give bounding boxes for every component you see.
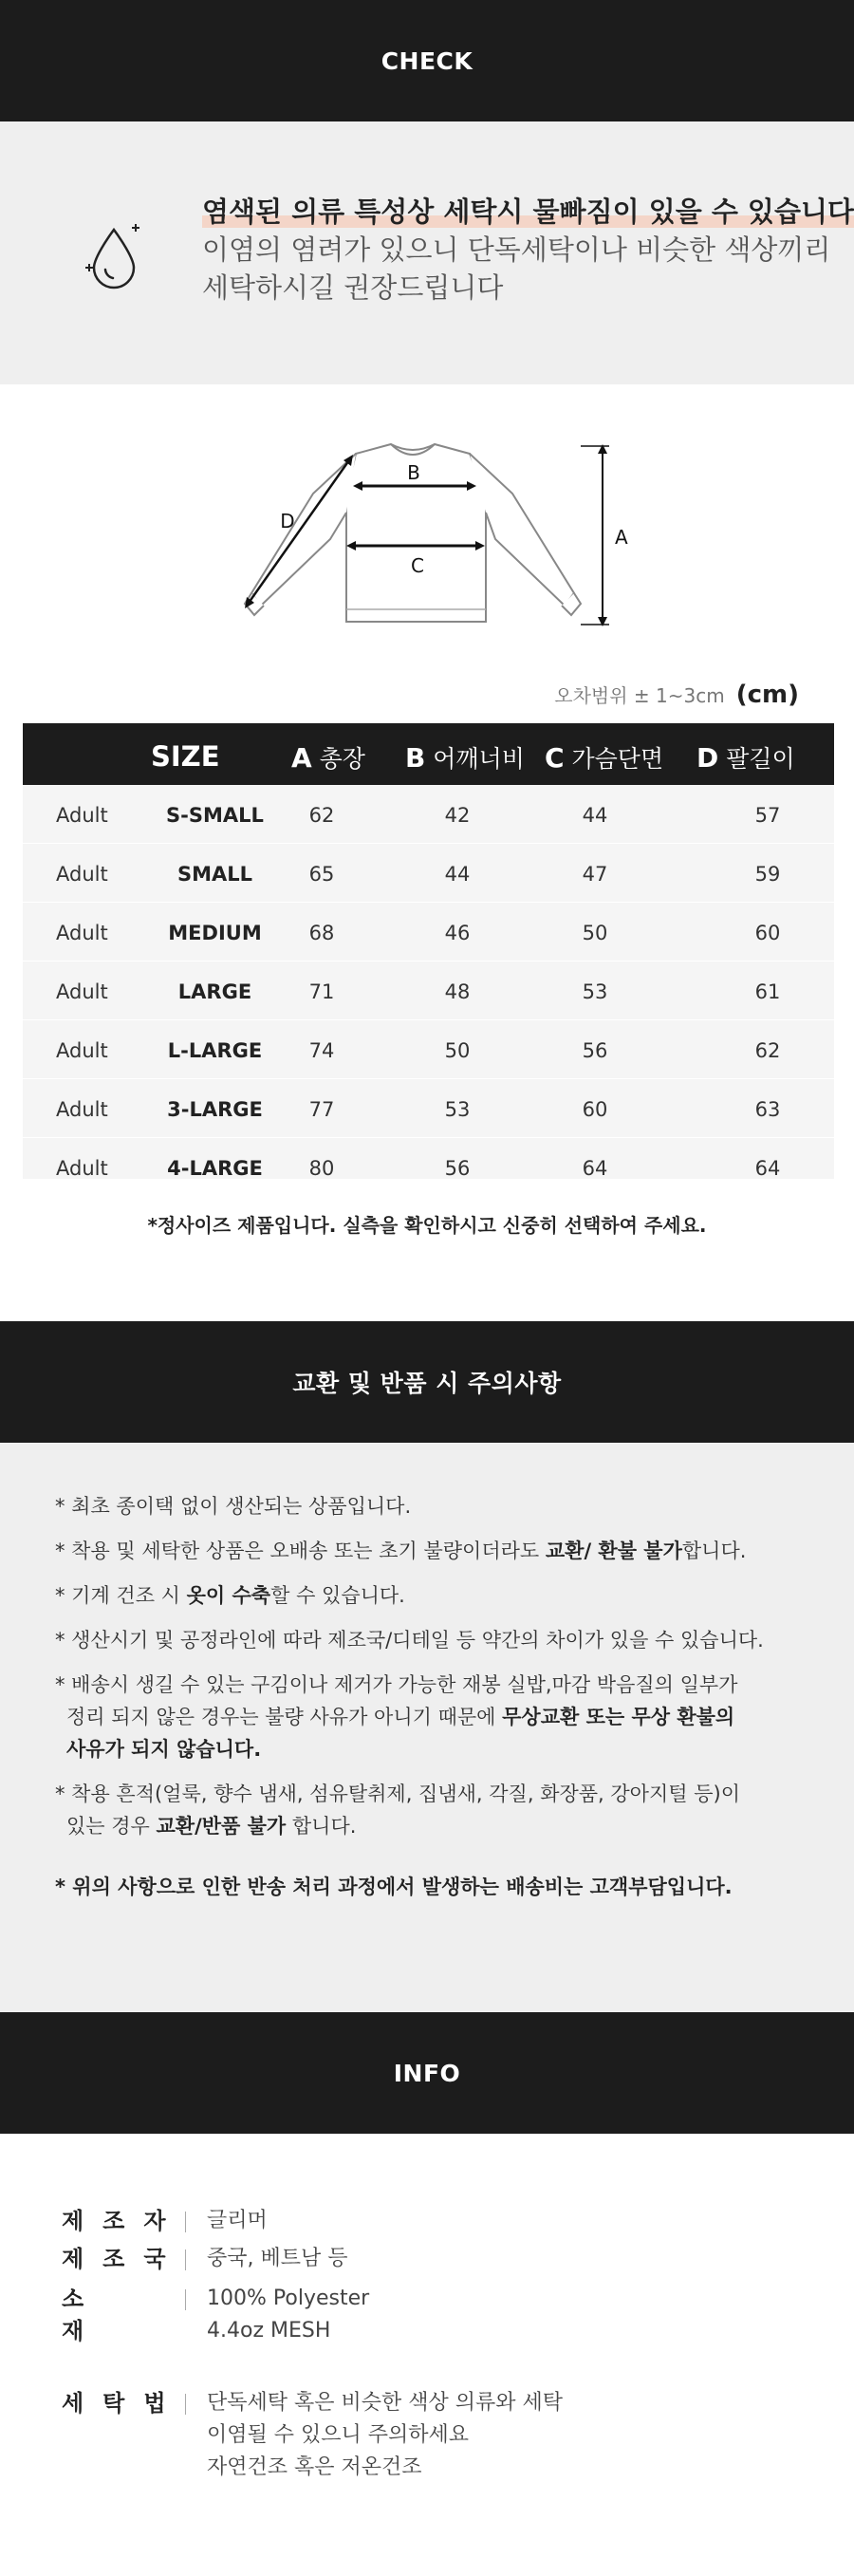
country-value: 중국, 베트남 등 xyxy=(207,2247,348,2270)
check-line-1: 염색된 의류 특성상 세탁시 물빠짐이 있을 수 있습니다 xyxy=(202,196,854,228)
cell-b: 48 xyxy=(444,980,471,1003)
cell-group: Adult xyxy=(56,863,108,886)
cell-b: 50 xyxy=(444,1039,471,1062)
manufacturer-value: 글리머 xyxy=(207,2209,268,2232)
size-section xyxy=(0,384,854,1321)
cell-a: 62 xyxy=(308,804,335,827)
material-value: 100% Polyester 4.4oz MESH xyxy=(207,2287,370,2343)
cell-size: 4-LARGE xyxy=(167,1157,263,1180)
cell-size: 3-LARGE xyxy=(167,1098,263,1121)
cell-c: 56 xyxy=(582,1039,608,1062)
cell-a: 68 xyxy=(308,922,335,944)
cell-group: Adult xyxy=(56,804,108,827)
wash-value: 단독세탁 혹은 비슷한 색상 의류와 세탁 이염될 수 있으니 주의하세요 자연건조 혹은 저온건조 xyxy=(207,2391,563,2479)
notice-item: * 최초 종이택 없이 생산되는 상품입니다. xyxy=(55,1495,412,1518)
size-note: *정사이즈 제품입니다. 실측을 확인하시고 신중히 선택하여 주세요. xyxy=(147,1214,707,1237)
cell-group: Adult xyxy=(56,980,108,1003)
cell-group: Adult xyxy=(56,1098,108,1121)
check-message xyxy=(202,193,854,307)
country-label: 제조국 xyxy=(62,2246,185,2272)
table-row xyxy=(23,1020,834,1079)
wash-label: 세탁법 xyxy=(62,2390,185,2417)
cell-c: 64 xyxy=(582,1157,608,1180)
size-table-header xyxy=(23,723,834,785)
cell-d: 63 xyxy=(754,1098,781,1121)
notice-final: * 위의 사항으로 인한 반송 처리 과정에서 발생하는 배송비는 고객부담입니다. xyxy=(55,1876,733,1898)
check-header xyxy=(0,0,854,121)
check-title: CHECK xyxy=(381,47,473,75)
cell-a: 74 xyxy=(308,1039,335,1062)
header-c: C 가슴단면 xyxy=(545,742,664,774)
notice-section xyxy=(0,1443,854,2012)
cell-group: Adult xyxy=(56,922,108,944)
check-line-2: 이염의 염려가 있으니 단독세탁이나 비슷한 색상끼리 xyxy=(202,233,831,266)
cell-c: 47 xyxy=(582,863,608,886)
divider xyxy=(185,2212,186,2232)
table-row xyxy=(23,1138,834,1197)
check-section xyxy=(0,121,854,384)
label-c: C xyxy=(411,554,424,577)
cell-a: 71 xyxy=(308,980,335,1003)
size-table-body xyxy=(23,785,834,1179)
table-row xyxy=(23,1079,834,1138)
manufacturer-label: 제조자 xyxy=(62,2208,185,2234)
notice-header xyxy=(0,1321,854,1443)
info-section xyxy=(0,2134,854,2552)
label-d: D xyxy=(280,510,295,532)
table-row xyxy=(23,961,834,1020)
info-country xyxy=(62,2243,348,2275)
header-size: SIZE xyxy=(151,740,220,773)
cell-b: 56 xyxy=(444,1157,471,1180)
info-header xyxy=(0,2012,854,2134)
info-wash xyxy=(62,2387,563,2484)
notice-item: * 착용 및 세탁한 상품은 오배송 또는 초기 불량이더라도 교환/ 환불 불가합니다. xyxy=(55,1540,747,1562)
table-row xyxy=(23,903,834,961)
cell-size: S-SMALL xyxy=(166,804,264,827)
cell-group: Adult xyxy=(56,1039,108,1062)
info-title: INFO xyxy=(393,2059,461,2087)
notice-item: * 착용 흔적(얼룩, 향수 냄새, 섬유탈취제, 집냄새, 각질, 화장품, 강아지털 등)이 있는 경우 교환/반품 불가 합니다. xyxy=(55,1783,740,1838)
cell-d: 59 xyxy=(754,863,781,886)
cell-size: LARGE xyxy=(177,980,252,1003)
cell-a: 80 xyxy=(308,1157,335,1180)
cell-c: 50 xyxy=(582,922,608,944)
header-a: A 총장 xyxy=(291,742,365,774)
cell-b: 42 xyxy=(444,804,471,827)
divider xyxy=(185,2289,186,2310)
cell-size: L-LARGE xyxy=(167,1039,263,1062)
cell-b: 46 xyxy=(444,922,471,944)
label-a: A xyxy=(615,526,628,549)
table-row xyxy=(23,785,834,844)
cell-group: Adult xyxy=(56,1157,108,1180)
tolerance-text: 오차범위 ± 1~3cm xyxy=(554,684,725,707)
cell-b: 44 xyxy=(444,863,471,886)
notice-title: 교환 및 반품 시 주의사항 xyxy=(292,1370,562,1397)
divider xyxy=(185,2249,186,2270)
check-line-3: 세탁하시길 권장드립니다 xyxy=(202,271,504,304)
cell-c: 53 xyxy=(582,980,608,1003)
cell-d: 64 xyxy=(754,1157,781,1180)
cell-a: 77 xyxy=(308,1098,335,1121)
cell-size: SMALL xyxy=(176,863,253,886)
cell-d: 61 xyxy=(754,980,781,1003)
cell-b: 53 xyxy=(444,1098,471,1121)
notice-item: * 배송시 생길 수 있는 구김이나 제거가 가능한 재봉 실밥,마감 박음질의 일부가 정리 되지 않은 경우는 불량 사유가 아니기 때문에 무상교환 또는 무상 환불의 사유가 되지 않습니다. xyxy=(55,1673,738,1761)
cell-c: 44 xyxy=(582,804,608,827)
sweatshirt-measure-diagram xyxy=(228,437,664,631)
label-b: B xyxy=(407,461,420,484)
cell-d: 62 xyxy=(754,1039,781,1062)
notice-item: * 생산시기 및 공정라인에 따라 제조국/디테일 등 약간의 차이가 있을 수 있습니다. xyxy=(55,1629,764,1652)
cell-c: 60 xyxy=(582,1098,608,1121)
tolerance-note xyxy=(554,681,799,709)
cell-d: 57 xyxy=(754,804,781,827)
divider xyxy=(185,2394,186,2415)
header-d: D 팔길이 xyxy=(696,742,795,774)
cell-a: 65 xyxy=(308,863,335,886)
unit-text: (cm) xyxy=(735,681,799,709)
notice-item: * 기계 건조 시 옷이 수축할 수 있습니다. xyxy=(55,1584,405,1607)
water-drop-icon xyxy=(81,216,147,292)
cell-size: MEDIUM xyxy=(168,922,262,944)
cell-d: 60 xyxy=(754,922,781,944)
notice-list xyxy=(55,1490,814,1915)
table-row xyxy=(23,844,834,903)
info-material xyxy=(62,2283,369,2347)
info-manufacturer xyxy=(62,2205,268,2237)
header-b: B 어깨너비 xyxy=(405,742,525,774)
material-label: 소재 xyxy=(62,2286,128,2344)
